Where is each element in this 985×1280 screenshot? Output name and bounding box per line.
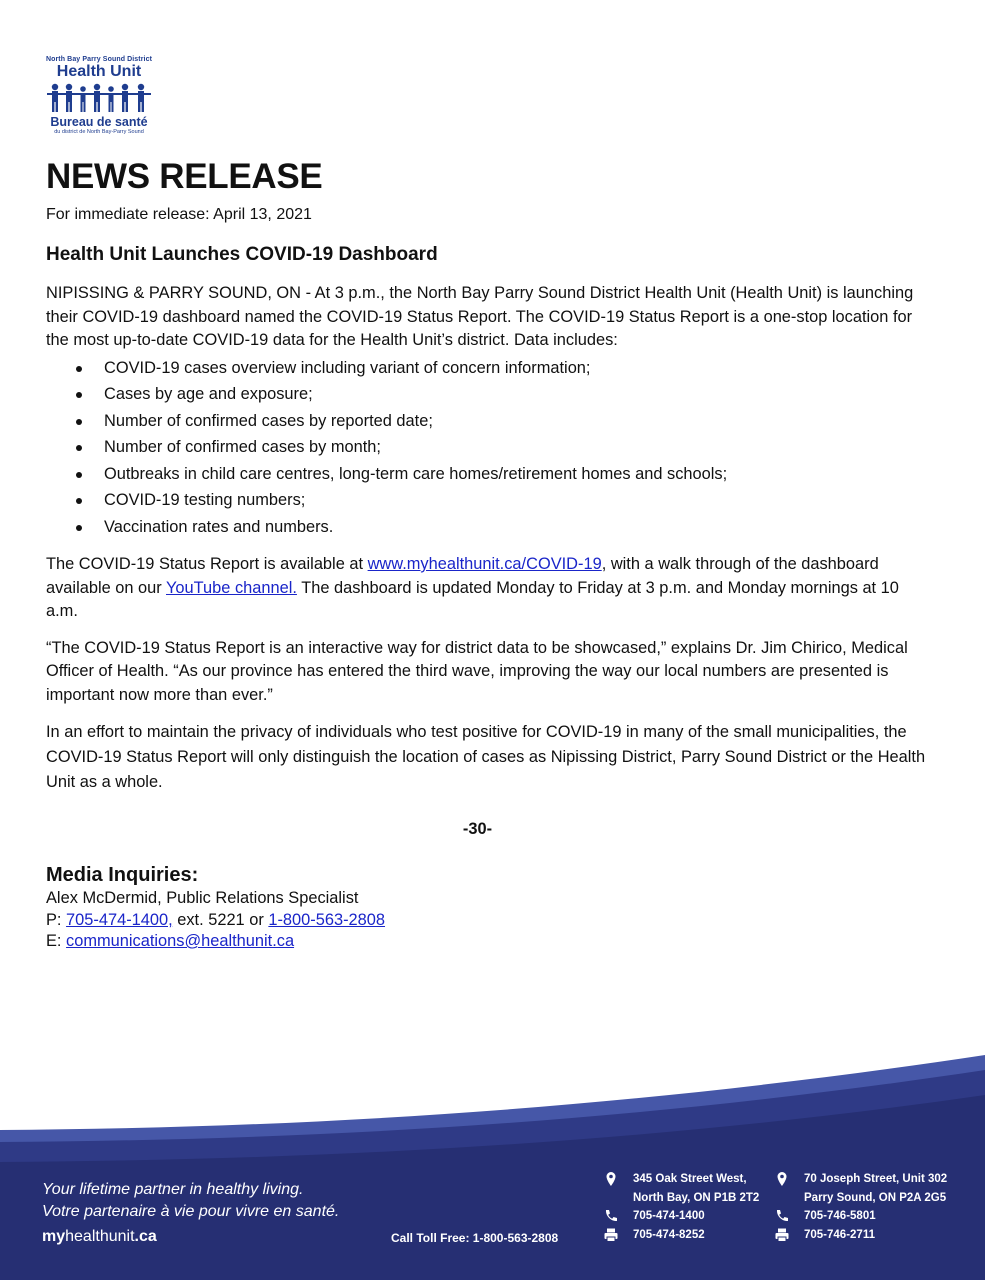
phone-icon xyxy=(603,1208,619,1224)
media-email-line: E: communications@healthunit.ca xyxy=(46,932,295,950)
availability-paragraph: The COVID-19 Status Report is available at www.myhealthunit.ca/COVID-19, with a walk through of the dashboard available on our YouTube channel. The dashboard is updated Monday to Friday at 3 p.m. and Monday mornings at 10 a.m. xyxy=(46,555,899,620)
bullet-icon xyxy=(76,498,82,504)
bullet-icon xyxy=(76,472,82,478)
list-item: Cases by age and exposure; xyxy=(46,381,926,408)
bullet-icon xyxy=(76,445,82,451)
logo-district-text: North Bay Parry Sound District xyxy=(45,56,153,63)
logo-district-fr-text: du district de North Bay-Parry Sound xyxy=(54,129,144,135)
office-north-bay xyxy=(603,1170,759,1244)
youtube-channel-link[interactable]: YouTube channel. xyxy=(166,578,297,597)
list-item: COVID-19 testing numbers; xyxy=(46,487,926,514)
office-parry-sound xyxy=(774,1170,947,1244)
fax-icon xyxy=(774,1227,790,1243)
bullet-icon xyxy=(76,392,82,398)
location-pin-icon xyxy=(603,1171,619,1187)
list-item: Vaccination rates and numbers. xyxy=(46,514,926,541)
phone-link[interactable]: 705-474-1400, xyxy=(66,910,173,929)
tagline-english: Your lifetime partner in healthy living. xyxy=(42,1181,304,1198)
phone-icon xyxy=(774,1208,790,1224)
phone-number: 705-474-1400 xyxy=(633,1210,705,1222)
address-line-1: 345 Oak Street West, xyxy=(633,1173,747,1185)
media-inquiries xyxy=(46,862,385,953)
tagline-french: Votre partenaire à vie pour vivre en santé. xyxy=(42,1203,340,1220)
fax-number: 705-474-8252 xyxy=(633,1228,705,1241)
covid-19-status-report-link[interactable]: www.myhealthunit.ca/COVID-19 xyxy=(367,555,602,573)
list-item: Number of confirmed cases by reported date; xyxy=(46,408,926,435)
people-figures-icon xyxy=(47,83,151,113)
list-item: Outbreaks in child care centres, long-term care homes/retirement homes and schools; xyxy=(46,461,926,488)
privacy-paragraph: In an effort to maintain the privacy of individuals who test positive for COVID-19 in many of the small municipalities, the COVID-19 Status Report will only distinguish the location of cases as Nipissing District, Parry Sound District or the Health Unit as a whole. xyxy=(46,723,926,791)
toll-free-number: Call Toll Free: 1-800-563-2808 xyxy=(391,1231,559,1245)
headline: Health Unit Launches COVID-19 Dashboard xyxy=(46,244,438,265)
logo-health-unit-text: Health Unit xyxy=(56,63,142,80)
end-mark: -30- xyxy=(462,820,493,838)
page-title: NEWS RELEASE xyxy=(46,157,323,196)
health-unit-logo xyxy=(44,56,154,135)
logo-bureau-text: Bureau de santé xyxy=(50,115,148,129)
address-line-1: 70 Joseph Street, Unit 302 xyxy=(804,1173,948,1185)
intro-paragraph: NIPISSING & PARRY SOUND, ON - At 3 p.m., the North Bay Parry Sound District Health Unit (Health Unit) is launching their COVID-19 dashboard named the COVID-19 Status Report. The COVID-19 Status Report is a one-stop location for the most up-to-date COVID-19 data for the Health Unit’s district. Data includes: xyxy=(46,284,914,349)
fax-icon xyxy=(603,1227,619,1243)
bullet-icon xyxy=(76,525,82,531)
location-pin-icon xyxy=(774,1171,790,1187)
address-line-2: Parry Sound, ON P2A 2G5 xyxy=(804,1191,947,1204)
toll-free-link[interactable]: 1-800-563-2808 xyxy=(268,910,386,929)
list-item: COVID-19 cases overview including variant of concern information; xyxy=(46,355,926,382)
data-includes-list xyxy=(46,355,926,541)
article-body xyxy=(46,282,926,808)
media-phone-line: P: 705-474-1400, ext. 5221 or 1-800-563-2808 xyxy=(46,910,386,929)
phone-number: 705-746-5801 xyxy=(804,1210,876,1222)
address-line-2: North Bay, ON P1B 2T2 xyxy=(633,1191,760,1204)
email-link[interactable]: communications@healthunit.ca xyxy=(66,932,295,950)
bullet-icon xyxy=(76,366,82,372)
fax-number: 705-746-2711 xyxy=(804,1228,875,1241)
release-date: For immediate release: April 13, 2021 xyxy=(46,206,312,223)
quote-paragraph: “The COVID-19 Status Report is an interactive way for district data to be showcased,” explains Dr. Jim Chirico, Medical Officer of Health. “As our province has entered the third wave, improving the way our local numbers are presented is important now more than ever.” xyxy=(46,638,908,704)
media-contact-name: Alex McDermid, Public Relations Specialist xyxy=(46,889,359,907)
media-heading: Media Inquiries: xyxy=(46,864,199,886)
list-item: Number of confirmed cases by month; xyxy=(46,434,926,461)
bullet-icon xyxy=(76,419,82,425)
website-brand: myhealthunit.ca xyxy=(42,1228,157,1245)
